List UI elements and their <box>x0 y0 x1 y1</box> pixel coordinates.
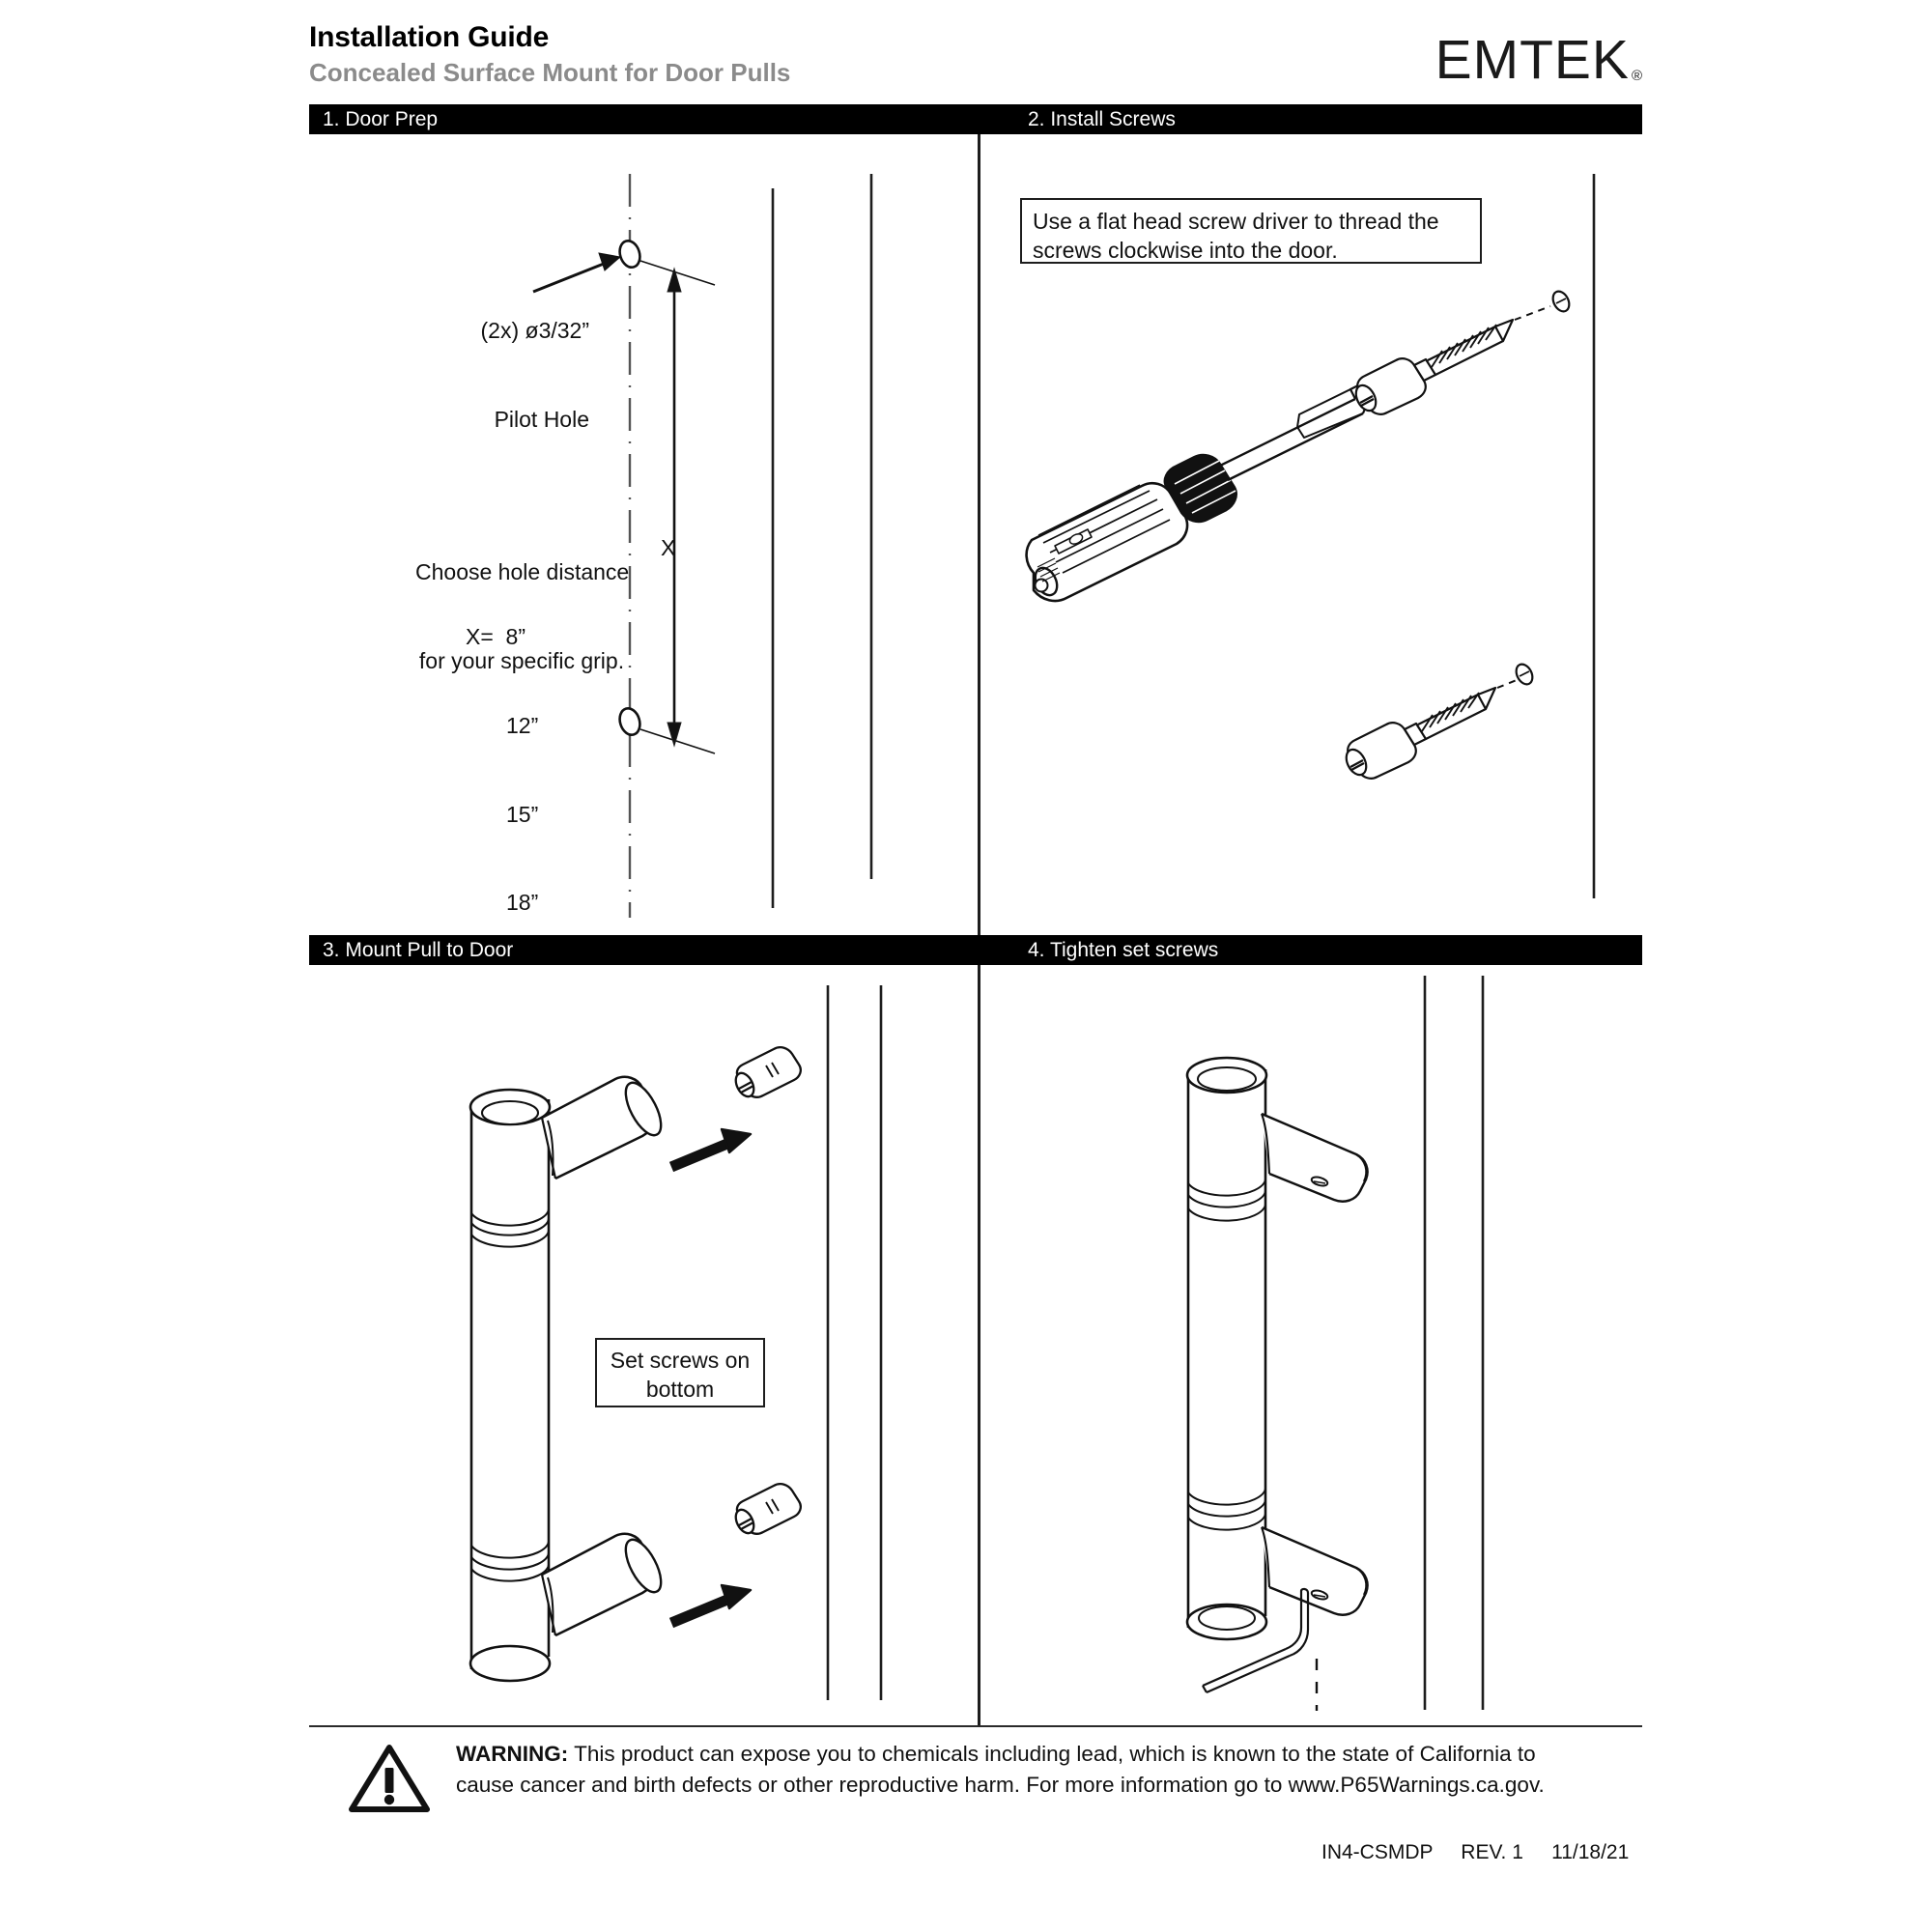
registered-trademark-icon: ® <box>1631 68 1642 84</box>
door-edge-lines-panel3 <box>811 985 927 1719</box>
screwdriver-instruction-box <box>1020 198 1482 264</box>
grip-size-list <box>466 563 620 977</box>
document-header <box>309 21 1642 108</box>
brand-name: EMTEK <box>1435 29 1630 91</box>
page-subtitle: Concealed Surface Mount for Door Pulls <box>309 58 791 87</box>
step-label-3: 3. Mount Pull to Door <box>323 939 514 961</box>
set-screw-note-box <box>595 1338 765 1407</box>
step-label-2: 2. Install Screws <box>1028 108 1176 130</box>
step-label-1: 1. Door Prep <box>323 108 439 130</box>
warning-text <box>456 1739 1545 1801</box>
emtek-logo <box>1435 29 1642 91</box>
screwdriver-instruction-line2: screws clockwise into the door. <box>1033 238 1338 264</box>
warning-triangle-icon <box>348 1739 431 1819</box>
hole-distance-line1: Choose hole distance <box>415 559 630 585</box>
step-label-4: 4. Tighten set screws <box>1028 939 1219 961</box>
hole-distance-line2: for your specific grip. <box>418 647 625 673</box>
set-screw-note-text <box>597 1340 763 1410</box>
pilot-hole-callout <box>435 257 589 494</box>
grip-size-option-8: X= 8” <box>466 624 526 650</box>
dimension-label-x: X <box>661 535 676 560</box>
grip-size-option-15: 15” <box>506 801 539 827</box>
door-edge-lines-panel4 <box>1401 976 1517 1719</box>
page-title: Installation Guide <box>309 21 550 53</box>
prop65-warning <box>348 1739 1642 1819</box>
warning-body-line1: This product can expose you to chemicals including lead, which is known to the state of California to <box>568 1742 1536 1766</box>
grip-size-option-18: 18” <box>506 890 539 916</box>
pilot-hole-callout-line1: (2x) ø3/32” <box>480 318 589 344</box>
screwdriver-instruction-line1: Use a flat head screw driver to thread the <box>1033 209 1439 234</box>
set-screw-note-line1: Set screws on <box>610 1348 751 1373</box>
step-bar-top <box>309 104 1642 134</box>
panel-divider-bottom <box>978 965 980 1727</box>
footer-document-meta: IN4-CSMDP REV. 1 11/18/21 <box>1321 1841 1630 1863</box>
warning-body-line2: cause cancer and birth defects or other reproductive harm. For more information go to www.P65Warnings.ca.gov. <box>456 1772 1545 1797</box>
screwdriver-instruction-text <box>1022 200 1480 273</box>
set-screw-note-line2: bottom <box>645 1377 715 1403</box>
panel-divider-top <box>978 134 980 935</box>
screwdriver-illustration <box>995 314 1517 623</box>
warning-heading: WARNING: <box>456 1742 569 1766</box>
grip-size-option-12: 12” <box>506 712 539 738</box>
threaded-stud-illustration <box>1333 667 1526 792</box>
door-edge-lines-panel2 <box>1575 174 1652 908</box>
pilot-hole-callout-line2: Pilot Hole <box>494 406 589 432</box>
footer-divider <box>309 1725 1642 1727</box>
allen-wrench-illustration <box>1193 1579 1386 1715</box>
